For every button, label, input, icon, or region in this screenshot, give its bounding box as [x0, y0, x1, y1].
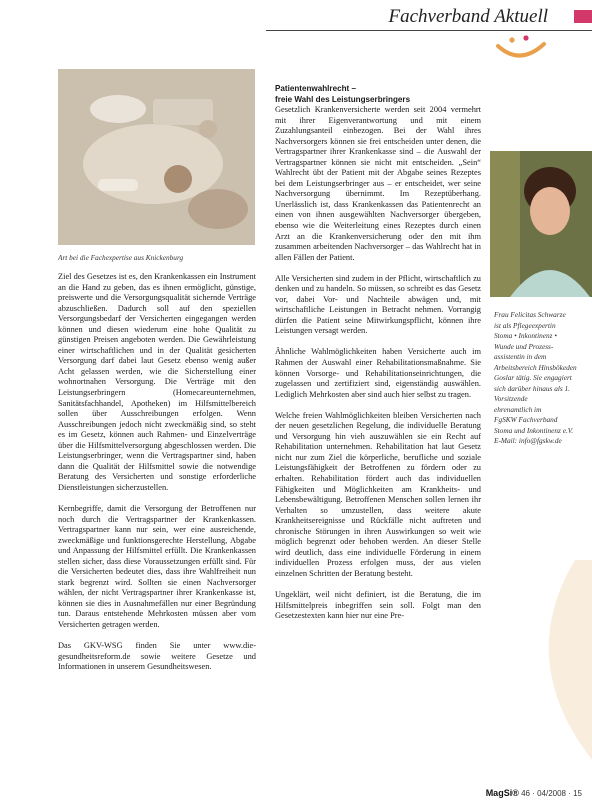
- section-tab-marker: [574, 10, 592, 23]
- left-photo-caption: Art bei die Fachexpertise aus Knickenburg: [58, 253, 184, 262]
- smile-logo-icon: [490, 32, 550, 68]
- right-paragraph: Ungeklärt, weil nicht definiert, ist die Beratung, die im Hilfsmittelpreis inbegriffen sein soll. Folgt man den Gesetzestexten kann hier nur eine Pre-: [275, 589, 481, 621]
- right-paragraph: Ähnliche Wahlmöglichkeiten haben Versicherte auch im Rahmen der Auswahl einer Rehabilitationsmaßnahme. Sie können Vorsorge- und Rehabilitationseinrichtungen, die zugelassen und zertifiziert sind, eigenständig auswählen. Lediglich Mehrkosten aber sind auch hier selbst zu tragen.: [275, 347, 481, 399]
- subheading: Patientenwahlrecht –: [275, 84, 356, 93]
- issue-page: 46 · 04/2008 · 15: [521, 789, 582, 798]
- left-paragraph: Ziel des Gesetzes ist es, den Krankenkassen ein Instrument an die Hand zu geben, das es ihnen ermöglicht, günstige, preiswerte und die Versorgungsqualität sichernde Verträge abzuschließen. Dadurch soll auf den speziellen Versorgungsbedarf der Versicherten eingegangen werden können und diesen wiederum eine hohe Qualität zu günstigen Preisen angeboten werden. Die Gewährleistung einer wirtschaftlichen und in der Qualität gesicherten Versorgung darf dabei laut Gesetz ebenso wenig außer Acht gelassen werden, wie die Sicherstellung einer wohnortnahen Versorgung. Die Verträge mit den Leistungserbringern (Homecareunternehmen, Sanitätsfachhandel, Apotheken) im Hilfsmittelbereich sollen über Ausschreibungen erfolgen. Wenn Ausschreibungen jedoch nicht zweckmäßig sind, so steht es im Gesetz, können auch Rahmen- und Einzelverträge über die Hilfsmittelversorgung abgeschlossen werden. Die Leistungserbringer, wenn die Vertragspartner sind, haben dann die Qualität der Hilfsmittel sowie die notwendige Beratung des Versicherten und sonstige erforderliche Dienstleistungen sicherzustellen.: [58, 272, 256, 492]
- page-footer: [486, 788, 582, 798]
- right-paragraph: Alle Versicherten sind zudem in der Pflicht, wirtschaftlich zu denken und zu handeln. So müssen, so schreibt es das Gesetz vor, dabei Vor- und Nachteile abwägen und, mit wirtschaftliche Leistungen in Betracht nehmen. Vorrangig dürfen die Patient seine Mitwirkungspflicht, können ihre Leistungen versagt werden.: [275, 273, 481, 336]
- magazine-name: MagSi®: [485, 788, 519, 798]
- supplies-photo: [58, 69, 255, 245]
- left-paragraph: Das GKV-WSG finden Sie unter www.die-gesundheitsreform.de sowie weitere Gesetze und Informationen in unserem Gesundheitswesen.: [58, 641, 256, 672]
- right-paragraph: Welche freien Wahlmöglichkeiten bleiben Versicherten nach der neuen gesetzlichen Regelung, die individuelle Beratung und Versorgung hin vieh auszuwählen sie ein Recht auf Rehabilitation unternehmen. Rehabilitation hat laut Gesetz nicht nur zum Ziel die körperliche, berufliche und soziale Leistungsfähigkeit der Betroffenen zu fördern oder zu erhalten. Rehabilitation fördert auch das individuellen Fähigkeiten und Möglichkeiten am Krankheits- und Lebensbewältigung. Betroffenen Menschen sollen lernen ihr Verhalten so umzustellen, dass weitere akute Krankheitsereignisse und Rückfälle nicht auftreten und chronische Störungen in ihren Auswirkungen so weit wie möglich begrenzt oder behoben werden. An dieser Stelle wird deutlich, dass eine individuelle Förderung in einem individuellen Prozess erfolgen muss, der aus vielen einzelnen Schritten der Beratung besteht.: [275, 410, 481, 578]
- subheading: freie Wahl des Leistungserbringers: [275, 94, 411, 104]
- header-rule: [266, 30, 592, 31]
- left-column: [58, 272, 256, 772]
- portrait-photo: [490, 151, 592, 297]
- portrait-caption: Frau Felicitas Schwarze ist als Pflegeexpertin Stoma • Inkontinenz • Wunde und Prozess- assistentin in dem Arbeitsbereich Hinsbökeden Goslar tätig. Sie engagiert sich darüber hinaus als 1. Vorsitzende ehrenamtlich im FgSKW Fachverband Stoma und Inkontinenz e.V. E-Mail: info@fgskw.de: [494, 310, 577, 445]
- right-paragraph: Gesetzlich Krankenversicherte werden seit 2004 vermehrt mit ihrer Eigenverantwortung und mit einem Zuzahlungsanteil einbezogen. Bei der Wahl ihres Nachversorgers können sie frei entscheiden unter denen, die Vertragspartner ihrer Krankenkasse sind – die Auswahl der Vertragspartner können sie nicht mit entscheiden. „Sein“ Wahlrecht übt der Patient mit der Abgabe seines Rezeptes bei dem Leistungserbringer aus – er entscheidet, wer seine Nachversorgung übernimmt. Im Rezeptüberhang. Unerlässlich ist, dass Krankenkassen das Patientenrecht an einen von ihnen ausgewählten Nachversorger übergeben, ebenso wie die Weiterleitung eines Rezeptes durch einen Arzt an die Krankenversicherung oder den mit ihm zusammen arbeitenden Nachversorger – das Wahlrecht hat in allen Fällen der Patient.: [275, 105, 481, 262]
- left-paragraph: Kernbegriffe, damit die Versorgung der Betroffenen nur noch durch die Vertragspartner der Krankenkassen. Vertragspartner kann nur sein, wer eine ausreichende, zweckmäßige und funktionsgerechte Herstellung, Abgabe und Anpassung der Hilfsmittel erfüllt. Die Krankenkassen stellen sicher, dass diese Voraussetzungen erfüllt sind. Für die Versicherten bedeutet dies, dass ihre Wahlfreiheit nun stark begrenzt wird. Sollten sie einen Nachversorger wählen, der nicht Vertragspartner ihrer Krankenkasse ist, können sie dies in Ausnahmefällen nur einer Begründung tun. Daraus entstehende Mehrkosten müssen aber vom Versicherten getragen werden.: [58, 503, 256, 629]
- right-column: [275, 84, 481, 774]
- section-title: Fachverband Aktuell: [388, 6, 548, 27]
